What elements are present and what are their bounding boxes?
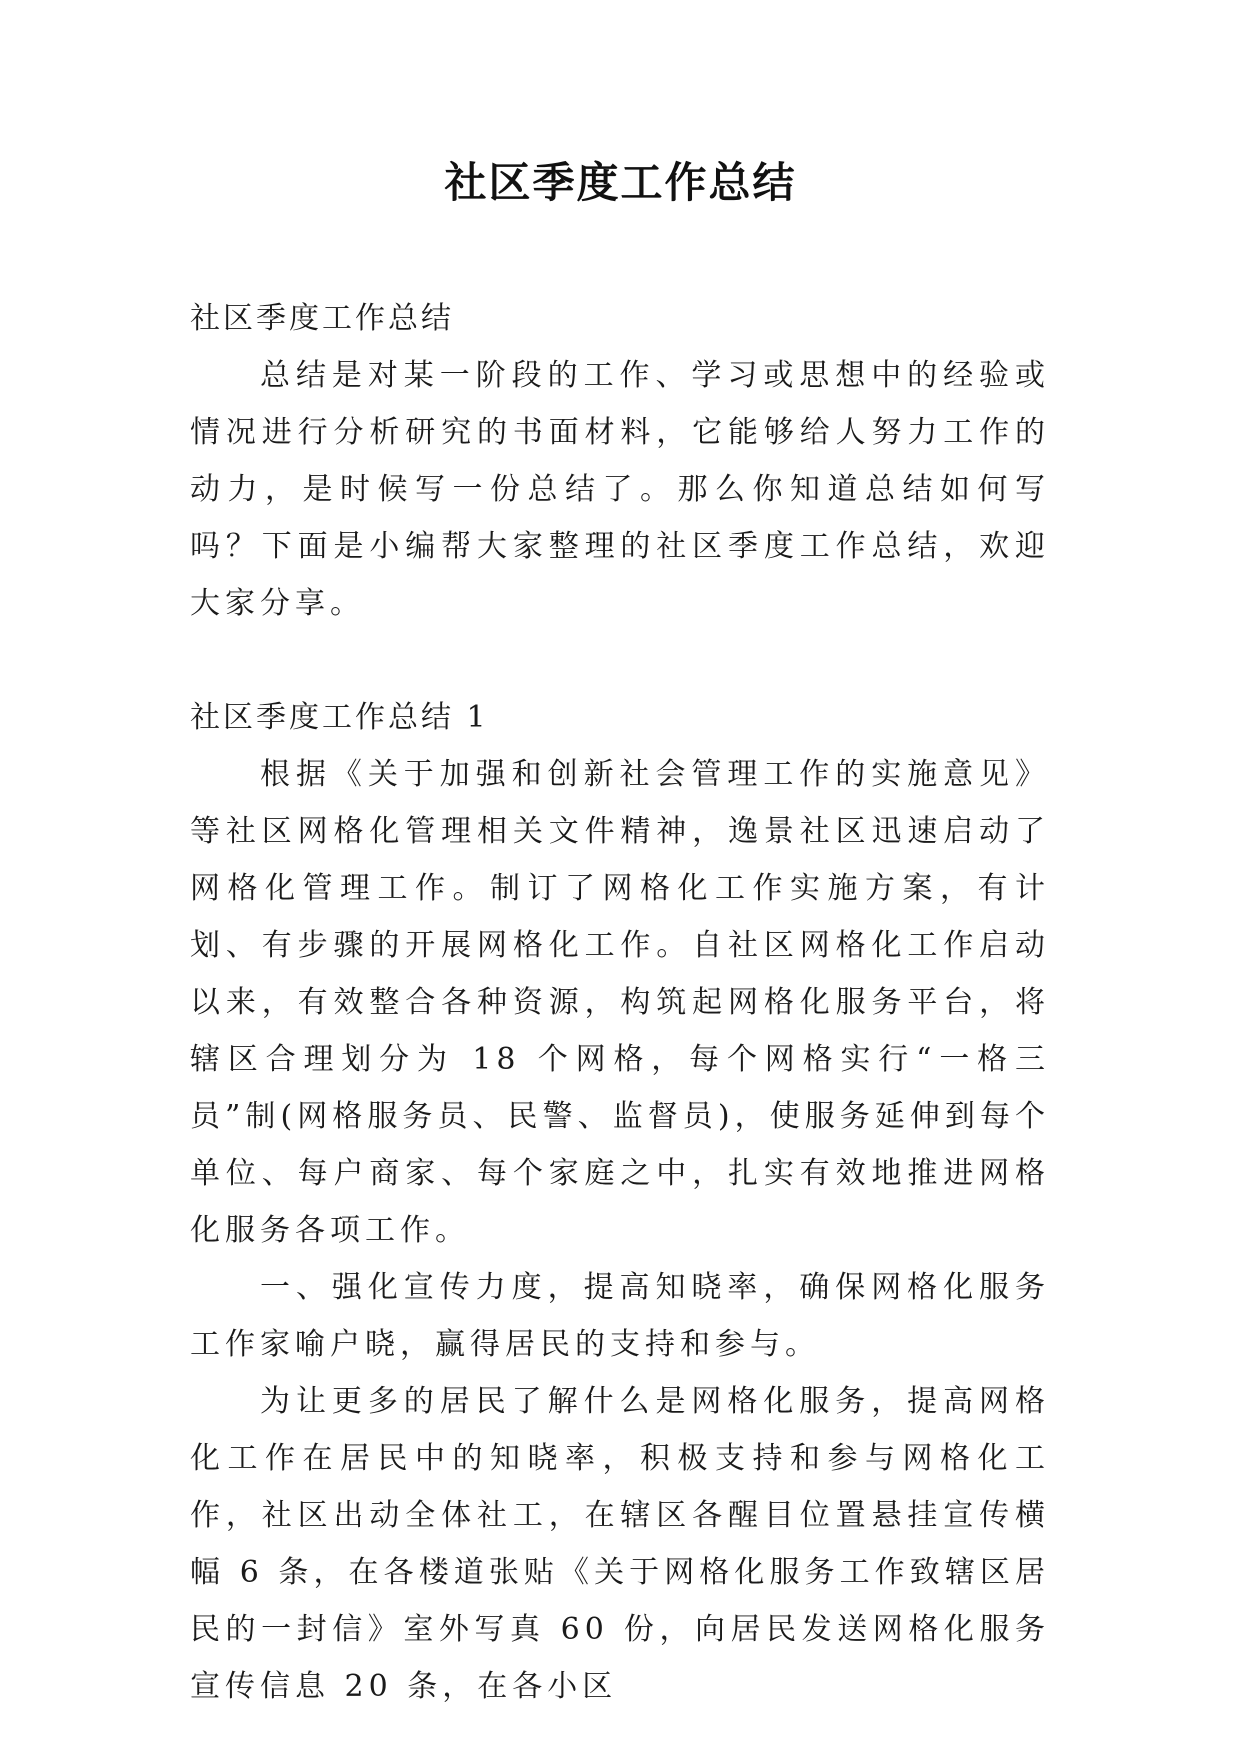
intro-paragraph: 总结是对某一阶段的工作、学习或思想中的经验或情况进行分析研究的书面材料，它能够给人努力工作的动力，是时候写一份总结了。那么你知道总结如何写吗？下面是小编帮大家整理的社区季度工作总结，欢迎大家分享。 [190,358,1050,621]
body-paragraph: 根据《关于加强和创新社会管理工作的实施意见》等社区网格化管理相关文件精神，逸景社区迅速启动了网格化管理工作。制订了网格化工作实施方案，有计划、有步骤的开展网格化工作。自社区网格化工作启动以来，有效整合各种资源，构筑起网格化服务平台，将辖区合理划分为 18 个网格，每个网格实行“一格三员”制(网格服务员、民警、监督员)，使服务延伸到每个单位、每户商家、每个家庭之中，扎实有效地推进网格化服务各项工作。 [190,757,1050,1248]
document-body [190,290,1050,1715]
section-point-heading: 一、强化宣传力度，提高知晓率，确保网格化服务工作家喻户晓，赢得居民的支持和参与。 [190,1270,1050,1362]
body-paragraph: 为让更多的居民了解什么是网格化服务，提高网格化工作在居民中的知晓率，积极支持和参与网格化工作，社区出动全体社工，在辖区各醒目位置悬挂宣传横幅 6 条，在各楼道张贴《关于网格化服务工作致辖区居民的一封信》室外写真 60 份，向居民发送网格化服务宣传信息 20 条，在各小区 [190,1384,1050,1704]
paragraph-gap [190,632,1050,689]
document-subtitle: 社区季度工作总结 [190,301,454,336]
section-heading: 社区季度工作总结 1 [190,700,489,735]
document-title: 社区季度工作总结 [444,158,797,207]
